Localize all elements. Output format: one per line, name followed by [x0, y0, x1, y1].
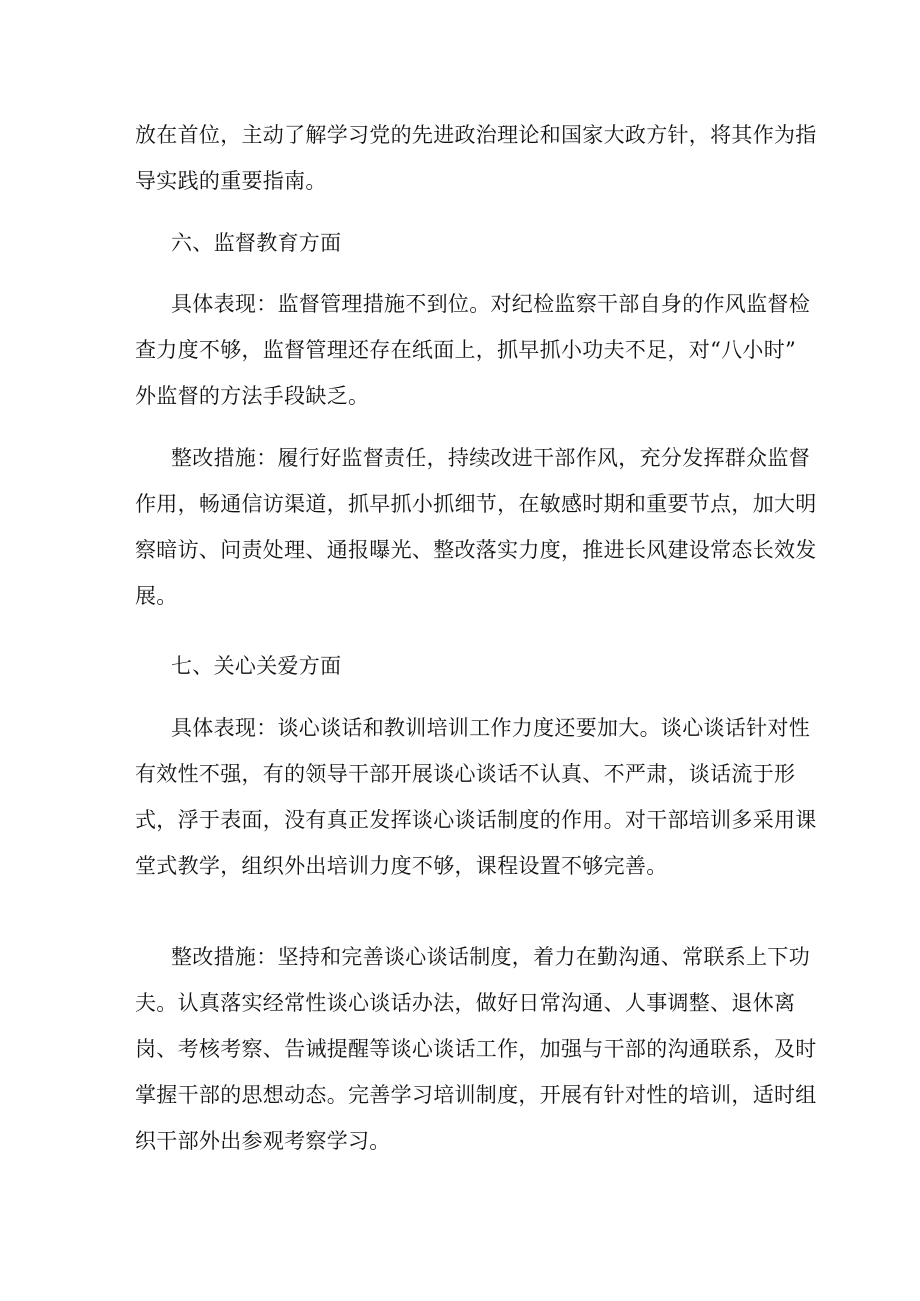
text-line: 具体表现：监督管理措施不到位。对纪检监察干部自身的作风监督检: [171, 292, 810, 316]
paragraph-care-issues: [135, 705, 817, 889]
paragraph-supervision-issues: [135, 281, 810, 419]
section-heading-care: 七、关心关爱方面: [171, 654, 342, 678]
text-line: 有效性不强，有的领导干部开展谈心谈话不认真、不严肃，谈话流于形: [135, 762, 796, 786]
paragraph-care-measures: [135, 934, 817, 1164]
text-line: 作用，畅通信访渠道，抓早抓小抓细节，在敏感时期和重要节点，加大明: [135, 492, 817, 516]
text-line: 夫。认真落实经常性谈心谈话办法，做好日常沟通、人事调整、退休离: [135, 991, 796, 1015]
paragraph-continuation: [135, 112, 817, 204]
text-line: 式，浮于表面，没有真正发挥谈心谈话制度的作用。对干部培训多采用课: [135, 808, 817, 832]
text-line: 整改措施：坚持和完善谈心谈话制度，着力在勤沟通、常联系上下功: [171, 945, 810, 969]
text-line: 织干部外出参观考察学习。: [135, 1129, 391, 1153]
text-line: 察暗访、问责处理、通报曝光、整改落实力度，推进长风建设常态长效发: [135, 538, 817, 562]
text-line: 堂式教学，组织外出培训力度不够，课程设置不够完善。: [135, 854, 668, 878]
text-line: 展。: [135, 584, 178, 608]
text-line: 岗、考核考察、告诫提醒等谈心谈话工作，加强与干部的沟通联系，及时: [135, 1037, 817, 1061]
paragraph-supervision-measures: [135, 435, 817, 619]
text-line: 整改措施：履行好监督责任，持续改进干部作风，充分发挥群众监督: [171, 446, 810, 470]
text-line: 掌握干部的思想动态。完善学习培训制度，开展有针对性的培训，适时组: [135, 1083, 817, 1107]
text-line: 导实践的重要指南。: [135, 169, 327, 193]
text-line: 具体表现：谈心谈话和教训培训工作力度还要加大。谈心谈话针对性: [171, 716, 810, 740]
section-heading-supervision: 六、监督教育方面: [171, 231, 342, 255]
text-line: 查力度不够，监督管理还存在纸面上，抓早抓小功夫不足，对“八小时”: [135, 338, 797, 362]
text-line: 放在首位，主动了解学习党的先进政治理论和国家大政方针，将其作为指: [135, 123, 817, 147]
text-line: 外监督的方法手段缺乏。: [135, 384, 370, 408]
